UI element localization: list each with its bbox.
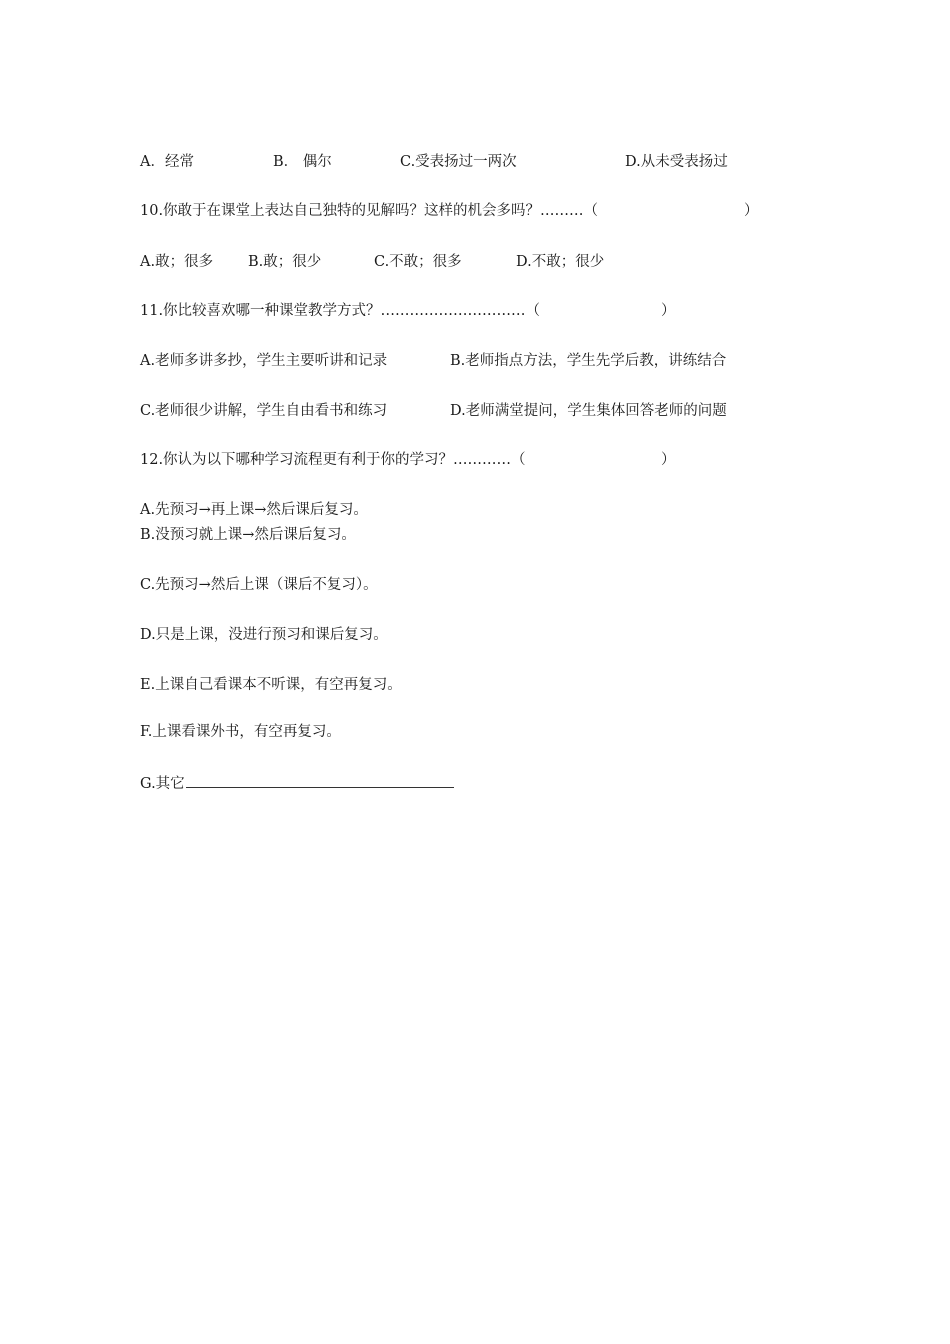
q12-option-e: E.上课自己看课本不听课，有空再复习。 — [140, 677, 402, 693]
q12-question: 12.你认为以下哪种学习流程更有利于你的学习？…………（ — [140, 452, 526, 468]
q10-option-d: D.不敢；很少 — [516, 254, 605, 270]
q9-option-b: B． 偶尔 — [273, 154, 332, 170]
q10-option-c: C.不敢；很多 — [374, 254, 462, 270]
q11-question: 11.你比较喜欢哪一种课堂教学方式？…………………………（ — [140, 303, 541, 319]
q9-option-c: C.受表扬过一两次 — [400, 154, 517, 170]
q12-option-c: C.先预习→然后上课（课后不复习）。 — [140, 577, 378, 593]
q10-question: 10.你敢于在课堂上表达自己独特的见解吗？这样的机会多吗？………（ — [140, 203, 599, 219]
q12-close-paren: ） — [661, 452, 676, 468]
q9-option-a: A．经常 — [140, 154, 194, 170]
q10-option-a: A.敢；很多 — [140, 254, 214, 270]
q11-option-d: D.老师满堂提问，学生集体回答老师的问题 — [450, 403, 727, 419]
q11-option-a: A.老师多讲多抄，学生主要听讲和记录 — [140, 353, 388, 369]
q9-option-d: D.从未受表扬过 — [625, 154, 728, 170]
q12-option-d: D.只是上课，没进行预习和课后复习。 — [140, 627, 388, 643]
q11-close-paren: ） — [661, 303, 676, 319]
q12-option-f: F.上课看课外书，有空再复习。 — [140, 724, 341, 740]
q12-option-g — [140, 773, 454, 794]
q12-option-g-blank-line[interactable] — [186, 773, 454, 788]
q11-option-b: B.老师指点方法，学生先学后教，讲练结合 — [450, 353, 727, 369]
q10-close-paren: ） — [744, 203, 759, 219]
q11-option-c: C.老师很少讲解，学生自由看书和练习 — [140, 403, 388, 419]
q12-option-g-label: G.其它 — [140, 776, 185, 792]
q12-option-a: A.先预习→再上课→然后课后复习。 — [140, 502, 368, 518]
q12-option-b: B.没预习就上课→然后课后复习。 — [140, 527, 356, 543]
q10-option-b: B.敢；很少 — [248, 254, 322, 270]
